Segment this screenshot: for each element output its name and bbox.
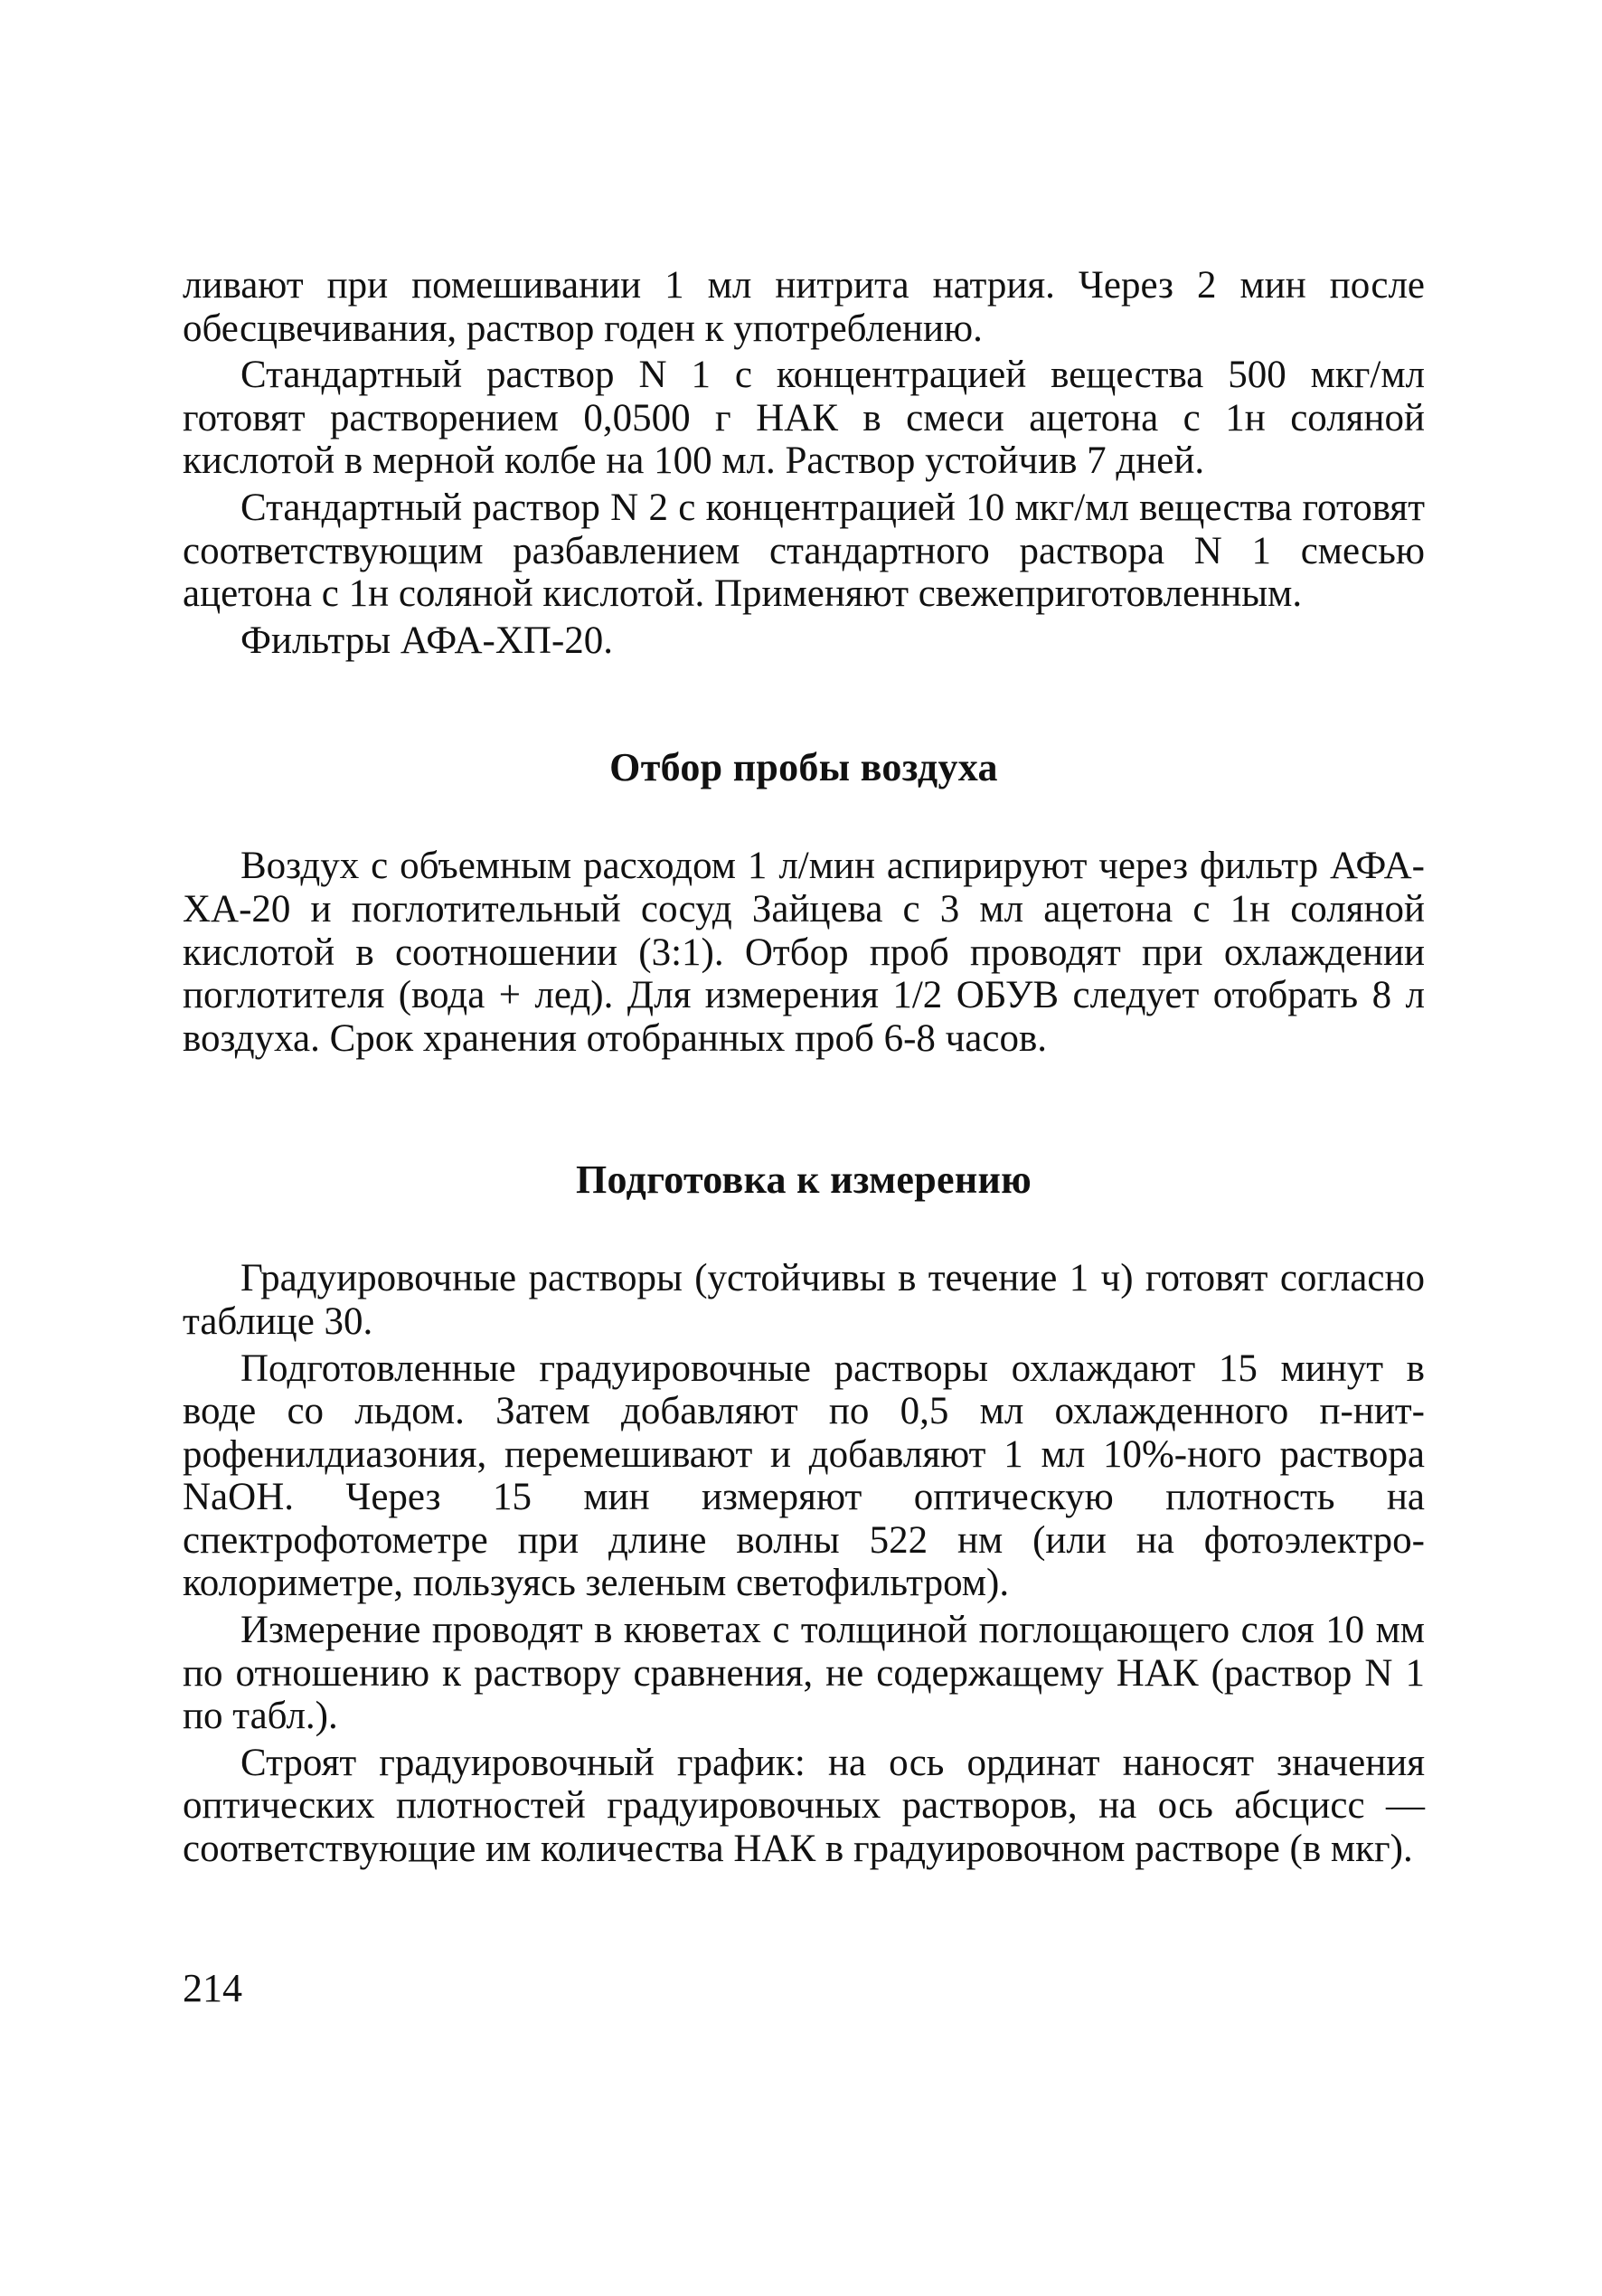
paragraph: Строят градуировочный график: на ось ординат наносят значения оптических плотностей градуировочных растворов, на ось абсцисс — соответствующие им количества НАК в градуировочном растворе (в мкг). — [183, 1741, 1425, 1871]
paragraph: ливают при помешивании 1 мл нитрита натрия. Через 2 мин после обесцвечивания, раствор годен к употреблению. — [183, 264, 1425, 350]
paragraph: Градуировочные растворы (устойчивы в течение 1 ч) готовят согласно таблице 30. — [183, 1257, 1425, 1343]
paragraph: Стандартный раствор N 1 с концентрацией вещества 500 мкг/мл готовят растворением 0,0500 г НАК в смеси ацетона с 1н соляной кислотой в мерной колбе на 100 мл. Раствор устойчив 7 дней. — [183, 354, 1425, 483]
paragraph: Измерение проводят в кюветах с толщиной поглощающего слоя 10 мм по отношению к раствору сравнения, не содержащему НАК (раствор N 1 по табл.). — [183, 1609, 1425, 1738]
paragraph: Фильтры АФА-ХП-20. — [240, 619, 614, 662]
page-body — [183, 264, 1425, 1875]
page-number: 214 — [183, 1966, 242, 2010]
paragraph: Подготовленные градуировочные растворы охлаждают 15 минут в воде со льдом. Затем добавляют по 0,5 мл охлажденного п-нитрофенилдиазония, перемешивают и добавляют 1 мл 10%-ного раствора NaOH. Через 15 мин измеряют оптическую плотность на спектрофотометре при длине волны 522 нм (или на фотоэлектроколориметре, пользуясь зеленым светофильтром). — [183, 1346, 1425, 1605]
section-heading: Подготовка к измерению — [575, 1157, 1032, 1203]
section-heading: Отбор пробы воздуха — [609, 745, 998, 790]
paragraph: Воздух с объемным расходом 1 л/мин аспирируют через фильтр АФА-ХА-20 и поглотительный сосуд Зайцева с 3 мл ацетона с 1н соляной кислотой в соотношении (3:1). Отбор проб проводят при охлаждении поглотителя (вода + лед). Для измерения 1/2 ОБУВ следует отобрать 8 л воздуха. Срок хранения отобранных проб 6-8 часов. — [183, 845, 1425, 1060]
paragraph: Стандартный раствор N 2 с концентрацией 10 мкг/мл вещества готовят соответствующим разбавлением стандартного раствора N 1 смесью ацетона с 1н соляной кислотой. Применяют свежеприготовленным. — [183, 486, 1425, 616]
